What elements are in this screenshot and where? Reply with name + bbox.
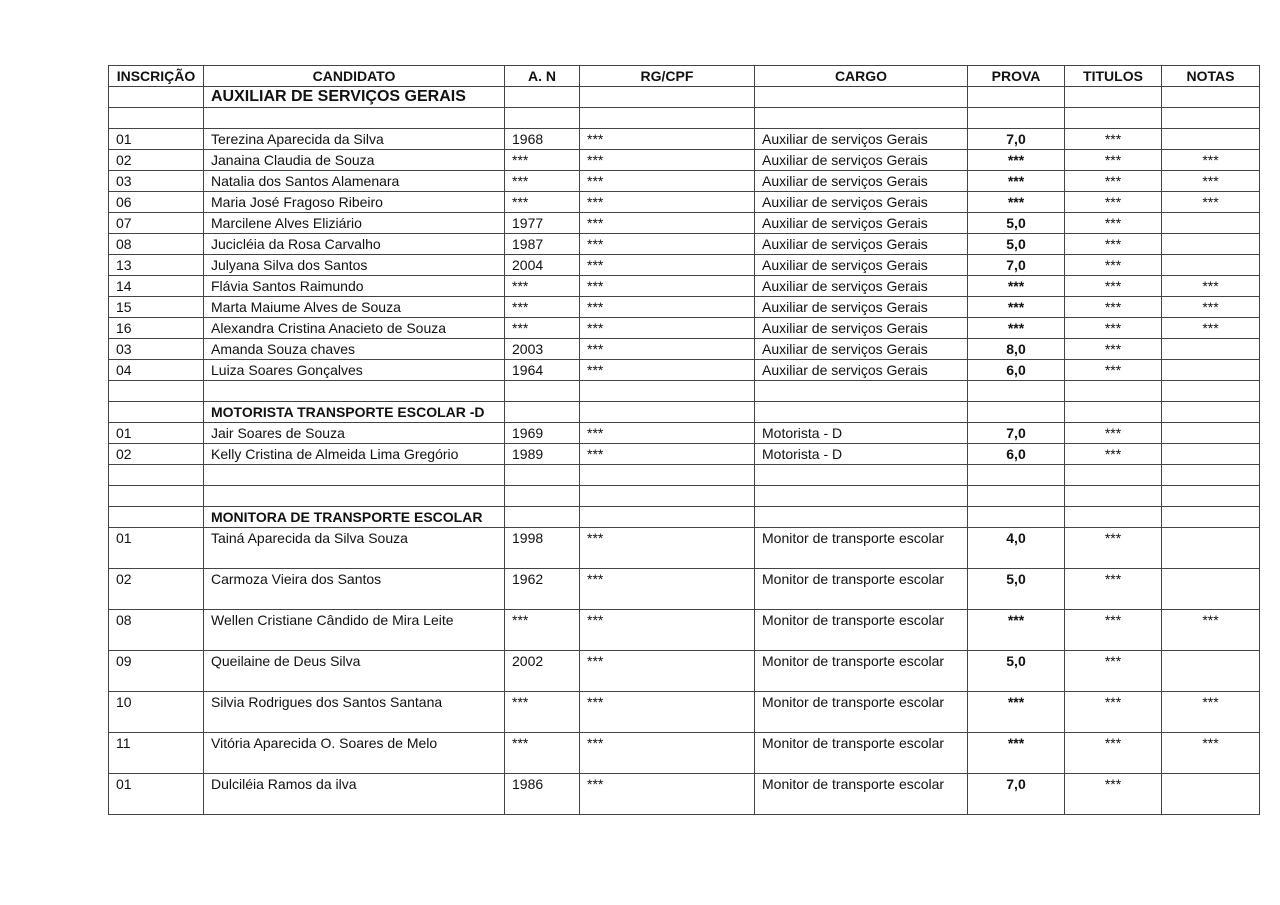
cell-inscricao: 01	[109, 528, 204, 569]
cell-prova: ***	[968, 192, 1065, 213]
empty-cell	[755, 381, 968, 402]
cell-titulos: ***	[1065, 255, 1162, 276]
cell-rg-cpf: ***	[580, 610, 755, 651]
empty-cell	[505, 465, 580, 486]
cell-candidato: Janaina Claudia de Souza	[204, 150, 505, 171]
cell-cargo: Monitor de transporte escolar	[755, 569, 968, 610]
cell-titulos: ***	[1065, 192, 1162, 213]
cell-cargo: Monitor de transporte escolar	[755, 692, 968, 733]
cell-rg-cpf: ***	[580, 360, 755, 381]
cell-inscricao: 14	[109, 276, 204, 297]
empty-cell	[505, 402, 580, 423]
cell-cargo: Auxiliar de serviços Gerais	[755, 213, 968, 234]
cell-ano-nascimento: ***	[505, 276, 580, 297]
cell-rg-cpf: ***	[580, 528, 755, 569]
cell-notas: ***	[1162, 318, 1260, 339]
cell-ano-nascimento: ***	[505, 150, 580, 171]
cell-inscricao: 02	[109, 444, 204, 465]
cell-cargo: Auxiliar de serviços Gerais	[755, 339, 968, 360]
cell-cargo: Monitor de transporte escolar	[755, 774, 968, 815]
empty-cell	[755, 87, 968, 108]
cell-candidato: Vitória Aparecida O. Soares de Melo	[204, 733, 505, 774]
cell-prova: ***	[968, 692, 1065, 733]
cell-ano-nascimento: 1989	[505, 444, 580, 465]
cell-rg-cpf: ***	[580, 129, 755, 150]
cell-notas	[1162, 774, 1260, 815]
empty-cell	[1065, 402, 1162, 423]
cell-inscricao: 03	[109, 171, 204, 192]
table-row	[109, 444, 1260, 465]
cell-cargo: Auxiliar de serviços Gerais	[755, 129, 968, 150]
blank-row	[109, 381, 1260, 402]
empty-cell	[580, 87, 755, 108]
cell-titulos: ***	[1065, 444, 1162, 465]
cell-notas: ***	[1162, 276, 1260, 297]
cell-titulos: ***	[1065, 610, 1162, 651]
cell-titulos: ***	[1065, 733, 1162, 774]
cell-inscricao: 02	[109, 150, 204, 171]
table-row	[109, 774, 1260, 815]
empty-cell	[968, 108, 1065, 129]
section-title: MOTORISTA TRANSPORTE ESCOLAR -D	[204, 402, 505, 423]
cell-cargo: Motorista - D	[755, 444, 968, 465]
cell-titulos: ***	[1065, 234, 1162, 255]
cell-candidato: Kelly Cristina de Almeida Lima Gregório	[204, 444, 505, 465]
table-row	[109, 213, 1260, 234]
cell-candidato: Marcilene Alves Eliziário	[204, 213, 505, 234]
section-title: AUXILIAR DE SERVIÇOS GERAIS	[204, 87, 505, 108]
empty-cell	[580, 108, 755, 129]
empty-cell	[968, 465, 1065, 486]
cell-rg-cpf: ***	[580, 339, 755, 360]
cell-prova: ***	[968, 318, 1065, 339]
empty-cell	[968, 402, 1065, 423]
table-row	[109, 318, 1260, 339]
cell-rg-cpf: ***	[580, 423, 755, 444]
table-row	[109, 255, 1260, 276]
cell-notas	[1162, 423, 1260, 444]
cell-prova: 7,0	[968, 255, 1065, 276]
cell-candidato: Maria José Fragoso Ribeiro	[204, 192, 505, 213]
cell-prova: 7,0	[968, 423, 1065, 444]
cell-titulos: ***	[1065, 297, 1162, 318]
cell-rg-cpf: ***	[580, 651, 755, 692]
section-title: MONITORA DE TRANSPORTE ESCOLAR	[204, 507, 505, 528]
cell-notas	[1162, 360, 1260, 381]
cell-cargo: Auxiliar de serviços Gerais	[755, 255, 968, 276]
empty-cell	[109, 108, 204, 129]
blank-row	[109, 486, 1260, 507]
empty-cell	[968, 486, 1065, 507]
cell-ano-nascimento: 1969	[505, 423, 580, 444]
cell-ano-nascimento: 2004	[505, 255, 580, 276]
cell-cargo: Motorista - D	[755, 423, 968, 444]
cell-inscricao: 10	[109, 692, 204, 733]
cell-ano-nascimento: ***	[505, 192, 580, 213]
table-row	[109, 129, 1260, 150]
empty-cell	[109, 465, 204, 486]
empty-cell	[1065, 87, 1162, 108]
cell-rg-cpf: ***	[580, 171, 755, 192]
cell-ano-nascimento: 2003	[505, 339, 580, 360]
cell-ano-nascimento: 1964	[505, 360, 580, 381]
cell-candidato: Dulciléia Ramos da ilva	[204, 774, 505, 815]
empty-cell	[1065, 465, 1162, 486]
cell-inscricao: 01	[109, 774, 204, 815]
empty-cell	[1162, 465, 1260, 486]
empty-cell	[505, 486, 580, 507]
cell-notas	[1162, 234, 1260, 255]
table-row	[109, 528, 1260, 569]
header-notas: NOTAS	[1162, 66, 1260, 87]
empty-cell	[109, 402, 204, 423]
cell-prova: 7,0	[968, 774, 1065, 815]
empty-cell	[1065, 381, 1162, 402]
cell-notas	[1162, 528, 1260, 569]
cell-cargo: Auxiliar de serviços Gerais	[755, 297, 968, 318]
cell-titulos: ***	[1065, 651, 1162, 692]
table-row	[109, 360, 1260, 381]
empty-cell	[968, 381, 1065, 402]
table-row	[109, 692, 1260, 733]
empty-cell	[1162, 108, 1260, 129]
empty-cell	[1162, 381, 1260, 402]
empty-cell	[755, 465, 968, 486]
cell-rg-cpf: ***	[580, 150, 755, 171]
cell-notas: ***	[1162, 171, 1260, 192]
cell-cargo: Monitor de transporte escolar	[755, 610, 968, 651]
empty-cell	[755, 507, 968, 528]
cell-prova: ***	[968, 610, 1065, 651]
empty-cell	[505, 381, 580, 402]
cell-notas	[1162, 444, 1260, 465]
empty-cell	[109, 381, 204, 402]
cell-notas	[1162, 213, 1260, 234]
cell-titulos: ***	[1065, 129, 1162, 150]
cell-titulos: ***	[1065, 774, 1162, 815]
empty-cell	[1065, 486, 1162, 507]
table-row	[109, 569, 1260, 610]
cell-prova: ***	[968, 150, 1065, 171]
cell-rg-cpf: ***	[580, 318, 755, 339]
cell-inscricao: 08	[109, 234, 204, 255]
empty-cell	[1162, 507, 1260, 528]
empty-cell	[109, 486, 204, 507]
table-row	[109, 192, 1260, 213]
cell-rg-cpf: ***	[580, 255, 755, 276]
empty-cell	[204, 381, 505, 402]
cell-ano-nascimento: 1987	[505, 234, 580, 255]
cell-notas: ***	[1162, 150, 1260, 171]
header-ano-nascimento: A. N	[505, 66, 580, 87]
cell-prova: 5,0	[968, 651, 1065, 692]
empty-cell	[204, 465, 505, 486]
cell-inscricao: 01	[109, 423, 204, 444]
section-row	[109, 87, 1260, 108]
header-row	[109, 66, 1260, 87]
cell-prova: ***	[968, 297, 1065, 318]
cell-prova: 6,0	[968, 444, 1065, 465]
cell-candidato: Jair Soares de Souza	[204, 423, 505, 444]
cell-ano-nascimento: ***	[505, 692, 580, 733]
empty-cell	[1065, 507, 1162, 528]
blank-row	[109, 108, 1260, 129]
cell-candidato: Carmoza Vieira dos Santos	[204, 569, 505, 610]
empty-cell	[755, 486, 968, 507]
empty-cell	[1162, 486, 1260, 507]
cell-cargo: Auxiliar de serviços Gerais	[755, 318, 968, 339]
table-row	[109, 276, 1260, 297]
cell-notas	[1162, 569, 1260, 610]
cell-inscricao: 13	[109, 255, 204, 276]
cell-cargo: Monitor de transporte escolar	[755, 733, 968, 774]
empty-cell	[109, 87, 204, 108]
cell-inscricao: 07	[109, 213, 204, 234]
table-row	[109, 150, 1260, 171]
cell-prova: 7,0	[968, 129, 1065, 150]
empty-cell	[1065, 108, 1162, 129]
cell-prova: 4,0	[968, 528, 1065, 569]
cell-notas: ***	[1162, 297, 1260, 318]
empty-cell	[580, 486, 755, 507]
cell-titulos: ***	[1065, 692, 1162, 733]
cell-titulos: ***	[1065, 339, 1162, 360]
cell-candidato: Silvia Rodrigues dos Santos Santana	[204, 692, 505, 733]
empty-cell	[505, 87, 580, 108]
cell-cargo: Auxiliar de serviços Gerais	[755, 360, 968, 381]
empty-cell	[580, 402, 755, 423]
cell-ano-nascimento: 2002	[505, 651, 580, 692]
cell-rg-cpf: ***	[580, 276, 755, 297]
header-prova: PROVA	[968, 66, 1065, 87]
cell-titulos: ***	[1065, 171, 1162, 192]
cell-inscricao: 06	[109, 192, 204, 213]
table-body	[109, 87, 1260, 815]
cell-candidato: Natalia dos Santos Alamenara	[204, 171, 505, 192]
cell-rg-cpf: ***	[580, 444, 755, 465]
cell-prova: ***	[968, 733, 1065, 774]
empty-cell	[580, 465, 755, 486]
cell-ano-nascimento: ***	[505, 318, 580, 339]
cell-candidato: Tainá Aparecida da Silva Souza	[204, 528, 505, 569]
cell-prova: 5,0	[968, 234, 1065, 255]
cell-rg-cpf: ***	[580, 692, 755, 733]
cell-candidato: Terezina Aparecida da Silva	[204, 129, 505, 150]
cell-candidato: Jucicléia da Rosa Carvalho	[204, 234, 505, 255]
cell-inscricao: 01	[109, 129, 204, 150]
cell-inscricao: 04	[109, 360, 204, 381]
cell-titulos: ***	[1065, 569, 1162, 610]
cell-prova: ***	[968, 171, 1065, 192]
cell-notas: ***	[1162, 610, 1260, 651]
results-table	[108, 65, 1260, 815]
cell-notas: ***	[1162, 692, 1260, 733]
cell-rg-cpf: ***	[580, 213, 755, 234]
cell-inscricao: 11	[109, 733, 204, 774]
cell-rg-cpf: ***	[580, 774, 755, 815]
empty-cell	[755, 108, 968, 129]
cell-titulos: ***	[1065, 528, 1162, 569]
cell-ano-nascimento: 1998	[505, 528, 580, 569]
cell-notas	[1162, 339, 1260, 360]
cell-cargo: Monitor de transporte escolar	[755, 528, 968, 569]
cell-titulos: ***	[1065, 276, 1162, 297]
cell-notas: ***	[1162, 192, 1260, 213]
cell-ano-nascimento: ***	[505, 610, 580, 651]
cell-ano-nascimento: ***	[505, 733, 580, 774]
cell-ano-nascimento: 1962	[505, 569, 580, 610]
empty-cell	[109, 507, 204, 528]
cell-titulos: ***	[1065, 150, 1162, 171]
cell-prova: 6,0	[968, 360, 1065, 381]
cell-ano-nascimento: 1968	[505, 129, 580, 150]
cell-titulos: ***	[1065, 318, 1162, 339]
empty-cell	[580, 507, 755, 528]
cell-inscricao: 02	[109, 569, 204, 610]
empty-cell	[505, 108, 580, 129]
header-candidato: CANDIDATO	[204, 66, 505, 87]
cell-notas	[1162, 129, 1260, 150]
cell-ano-nascimento: ***	[505, 297, 580, 318]
empty-cell	[1162, 402, 1260, 423]
cell-inscricao: 08	[109, 610, 204, 651]
cell-ano-nascimento: 1986	[505, 774, 580, 815]
cell-rg-cpf: ***	[580, 733, 755, 774]
table-row	[109, 733, 1260, 774]
table-row	[109, 651, 1260, 692]
empty-cell	[204, 486, 505, 507]
table-row	[109, 423, 1260, 444]
cell-rg-cpf: ***	[580, 234, 755, 255]
cell-ano-nascimento: 1977	[505, 213, 580, 234]
cell-inscricao: 03	[109, 339, 204, 360]
cell-cargo: Auxiliar de serviços Gerais	[755, 276, 968, 297]
cell-candidato: Wellen Cristiane Cândido de Mira Leite	[204, 610, 505, 651]
empty-cell	[580, 381, 755, 402]
cell-candidato: Marta Maiume Alves de Souza	[204, 297, 505, 318]
header-inscricao: INSCRIÇÃO	[109, 66, 204, 87]
header-cargo: CARGO	[755, 66, 968, 87]
cell-notas: ***	[1162, 733, 1260, 774]
cell-candidato: Alexandra Cristina Anacieto de Souza	[204, 318, 505, 339]
table-row	[109, 297, 1260, 318]
empty-cell	[755, 402, 968, 423]
cell-rg-cpf: ***	[580, 569, 755, 610]
cell-cargo: Auxiliar de serviços Gerais	[755, 192, 968, 213]
cell-rg-cpf: ***	[580, 192, 755, 213]
cell-candidato: Queilaine de Deus Silva	[204, 651, 505, 692]
empty-cell	[1162, 87, 1260, 108]
cell-candidato: Amanda Souza chaves	[204, 339, 505, 360]
section-row	[109, 402, 1260, 423]
cell-inscricao: 15	[109, 297, 204, 318]
cell-cargo: Auxiliar de serviços Gerais	[755, 171, 968, 192]
blank-row	[109, 465, 1260, 486]
cell-titulos: ***	[1065, 360, 1162, 381]
cell-prova: 5,0	[968, 213, 1065, 234]
cell-cargo: Auxiliar de serviços Gerais	[755, 150, 968, 171]
table-row	[109, 610, 1260, 651]
empty-cell	[968, 87, 1065, 108]
table-row	[109, 339, 1260, 360]
cell-rg-cpf: ***	[580, 297, 755, 318]
table-row	[109, 171, 1260, 192]
cell-cargo: Auxiliar de serviços Gerais	[755, 234, 968, 255]
empty-cell	[505, 507, 580, 528]
cell-prova: 5,0	[968, 569, 1065, 610]
cell-candidato: Julyana Silva dos Santos	[204, 255, 505, 276]
cell-prova: ***	[968, 276, 1065, 297]
cell-cargo: Monitor de transporte escolar	[755, 651, 968, 692]
section-row	[109, 507, 1260, 528]
cell-notas	[1162, 255, 1260, 276]
cell-notas	[1162, 651, 1260, 692]
cell-titulos: ***	[1065, 423, 1162, 444]
header-rg-cpf: RG/CPF	[580, 66, 755, 87]
cell-candidato: Flávia Santos Raimundo	[204, 276, 505, 297]
empty-cell	[204, 108, 505, 129]
cell-prova: 8,0	[968, 339, 1065, 360]
cell-inscricao: 09	[109, 651, 204, 692]
header-titulos: TITULOS	[1065, 66, 1162, 87]
cell-ano-nascimento: ***	[505, 171, 580, 192]
empty-cell	[968, 507, 1065, 528]
cell-candidato: Luiza Soares Gonçalves	[204, 360, 505, 381]
cell-inscricao: 16	[109, 318, 204, 339]
table-row	[109, 234, 1260, 255]
cell-titulos: ***	[1065, 213, 1162, 234]
